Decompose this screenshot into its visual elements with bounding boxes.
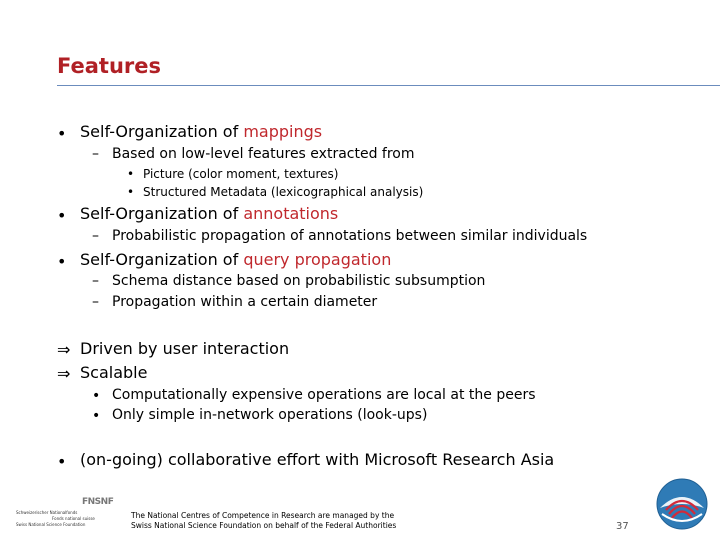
dash-mark: – bbox=[92, 294, 99, 310]
item-self-org-query bbox=[80, 250, 391, 269]
dash-mark: – bbox=[92, 273, 99, 289]
item-collaboration: (on-going) collaborative effort with Microsoft Research Asia bbox=[80, 450, 555, 469]
bullet-mark: • bbox=[57, 124, 67, 143]
item-highlight: annotations bbox=[243, 204, 339, 223]
bullet-mark: • bbox=[127, 185, 135, 199]
sub-item: Based on low-level features extracted from bbox=[112, 146, 415, 162]
item-highlight: query propagation bbox=[243, 250, 392, 269]
sub-item: Probabilistic propagation of annotations between similar individuals bbox=[112, 228, 588, 244]
implies-arrow-icon: ⇒ bbox=[57, 364, 71, 383]
dash-mark: – bbox=[92, 146, 99, 162]
snf-logo-line: Schweizerischer Nationalfonds bbox=[16, 510, 78, 515]
bullet-mark: • bbox=[57, 452, 67, 471]
implies-arrow-icon: ⇒ bbox=[57, 340, 71, 359]
footer-line: The National Centres of Competence in Research are managed by the bbox=[131, 511, 395, 520]
bullet-mark: • bbox=[57, 206, 67, 225]
item-self-org-annotations bbox=[80, 204, 338, 223]
globe-logo-icon bbox=[656, 478, 708, 530]
bullet-mark: • bbox=[127, 167, 135, 181]
item-prefix: Self-Organization of bbox=[80, 204, 244, 223]
item-highlight: mappings bbox=[243, 122, 323, 141]
sub-item: Only simple in-network operations (look-ups) bbox=[112, 407, 428, 423]
snf-logo bbox=[8, 497, 126, 529]
snf-logo-line: Swiss National Science Foundation bbox=[16, 522, 86, 527]
dash-mark: – bbox=[92, 228, 99, 244]
title-divider bbox=[57, 85, 720, 86]
slide-title: Features bbox=[57, 54, 161, 78]
implies-item: Driven by user interaction bbox=[80, 339, 290, 358]
snf-logo-mark: FNSNF bbox=[82, 497, 114, 507]
implies-item: Scalable bbox=[80, 363, 148, 382]
page-number: 37 bbox=[616, 521, 629, 532]
bullet-mark: • bbox=[92, 408, 101, 424]
snf-logo-line: Fonds national suisse bbox=[52, 516, 95, 521]
sub-item: Schema distance based on probabilistic subsumption bbox=[112, 273, 486, 289]
footer-text bbox=[131, 511, 431, 531]
subsub-item: Structured Metadata (lexicographical analysis) bbox=[143, 185, 424, 199]
item-prefix: Self-Organization of bbox=[80, 250, 244, 269]
item-self-org-mappings bbox=[80, 122, 322, 141]
item-prefix: Self-Organization of bbox=[80, 122, 244, 141]
subsub-item: Picture (color moment, textures) bbox=[143, 167, 339, 181]
sub-item: Computationally expensive operations are local at the peers bbox=[112, 387, 536, 403]
sub-item: Propagation within a certain diameter bbox=[112, 294, 378, 310]
footer-line: Swiss National Science Foundation on behalf of the Federal Authorities bbox=[131, 521, 397, 530]
bullet-mark: • bbox=[92, 388, 101, 404]
bullet-mark: • bbox=[57, 252, 67, 271]
